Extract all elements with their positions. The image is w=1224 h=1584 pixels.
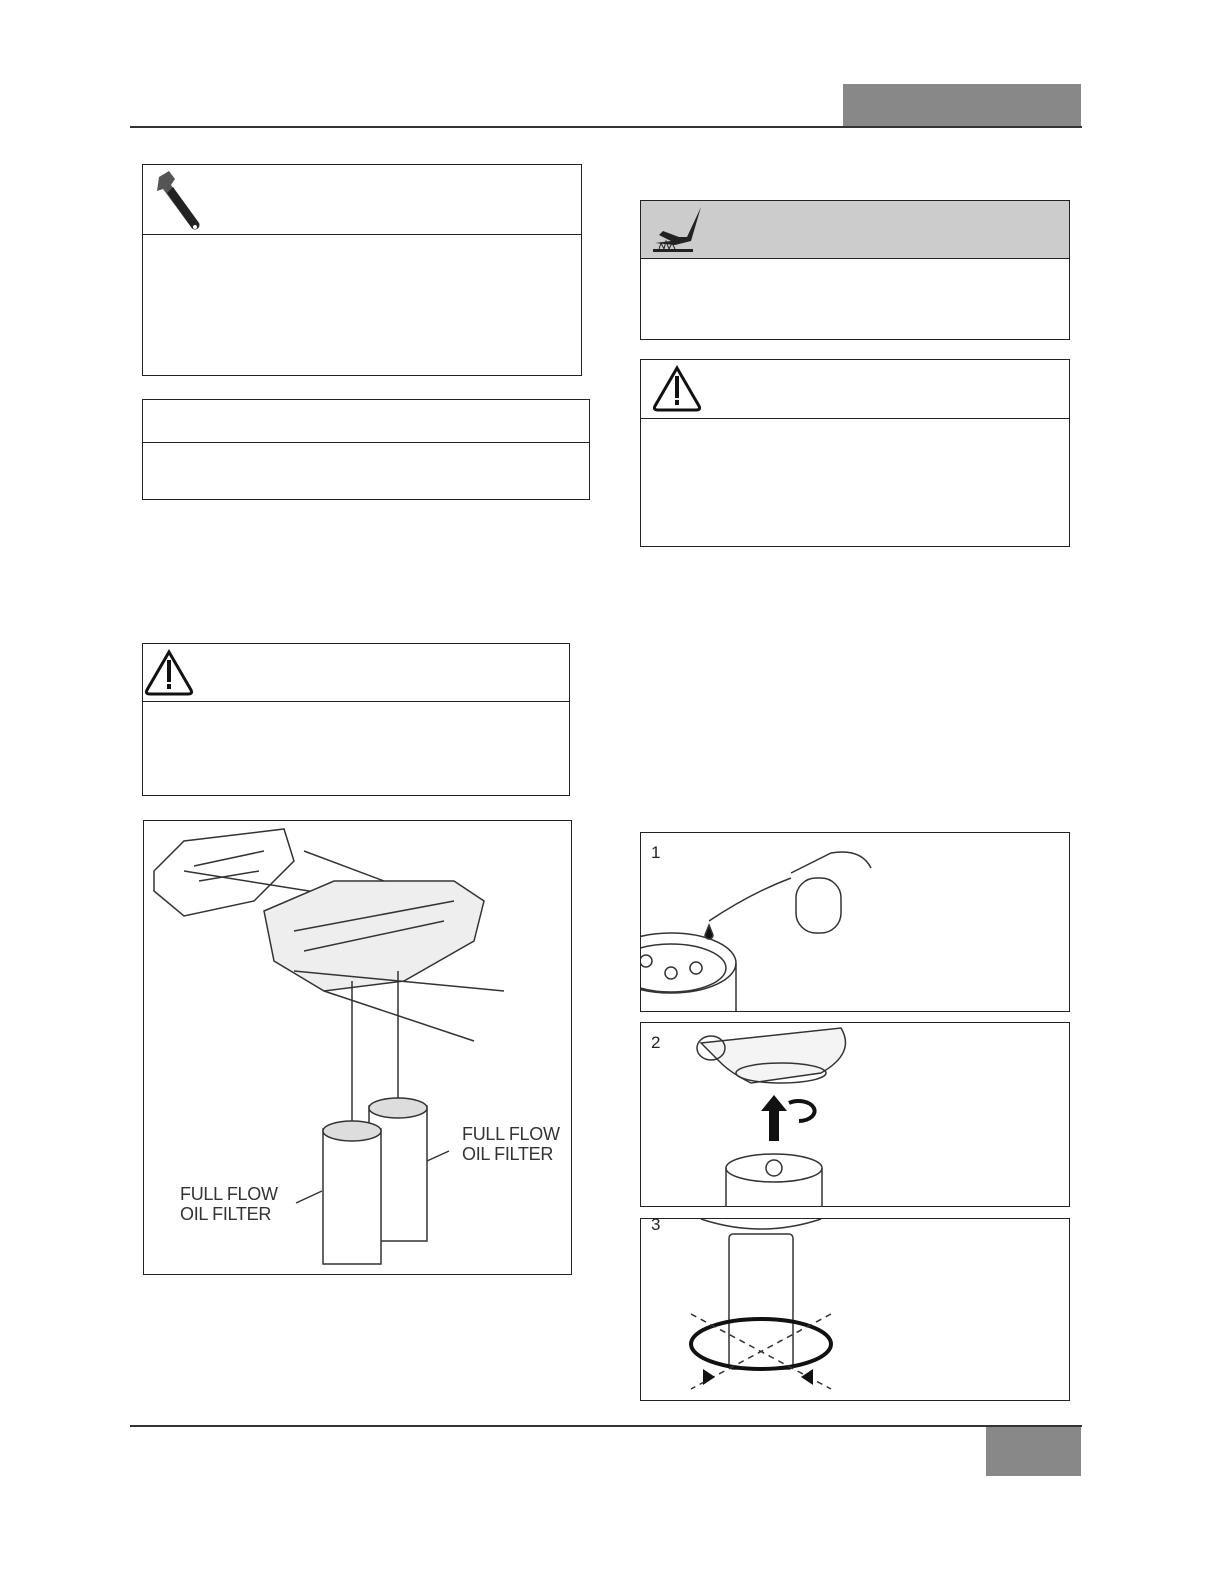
header-rule [130,126,1082,128]
caution-box-header [143,644,569,702]
caution-box-right-header [641,360,1069,419]
step-3-figure [640,1218,1070,1401]
hot-surface-icon [641,201,711,259]
header-tab [843,84,1081,126]
filter-label-right-line1: FULL FLOW [462,1124,560,1144]
caution-box-right [640,359,1070,547]
warning-triangle-icon [143,644,203,702]
footer-rule [130,1425,1082,1427]
tighten-filter-illustration [641,1219,1070,1401]
wrench-icon [143,165,223,235]
install-filter-illustration [641,1023,1070,1207]
step-2-figure [640,1022,1070,1207]
step-number: 3 [651,1218,661,1234]
step-1-figure [640,832,1070,1012]
note-box [142,399,590,500]
tools-box [142,164,582,376]
footer-tab [986,1427,1081,1476]
tools-box-header [143,165,581,235]
filter-label-left-line2: OIL FILTER [180,1204,272,1224]
note-box-header [143,400,589,443]
filter-label-right-line2: OIL FILTER [462,1144,554,1164]
step-number: 1 [651,843,661,862]
hot-surface-box [640,200,1070,340]
warning-triangle-icon [641,360,711,418]
caution-box-left [142,643,570,796]
oil-can-lubricate-gasket-illustration [641,833,1070,1012]
hot-surface-box-header [641,201,1069,259]
step-number: 2 [651,1033,661,1052]
oil-filter-figure [143,820,572,1275]
filter-label-left-line1: FULL FLOW [180,1184,278,1204]
